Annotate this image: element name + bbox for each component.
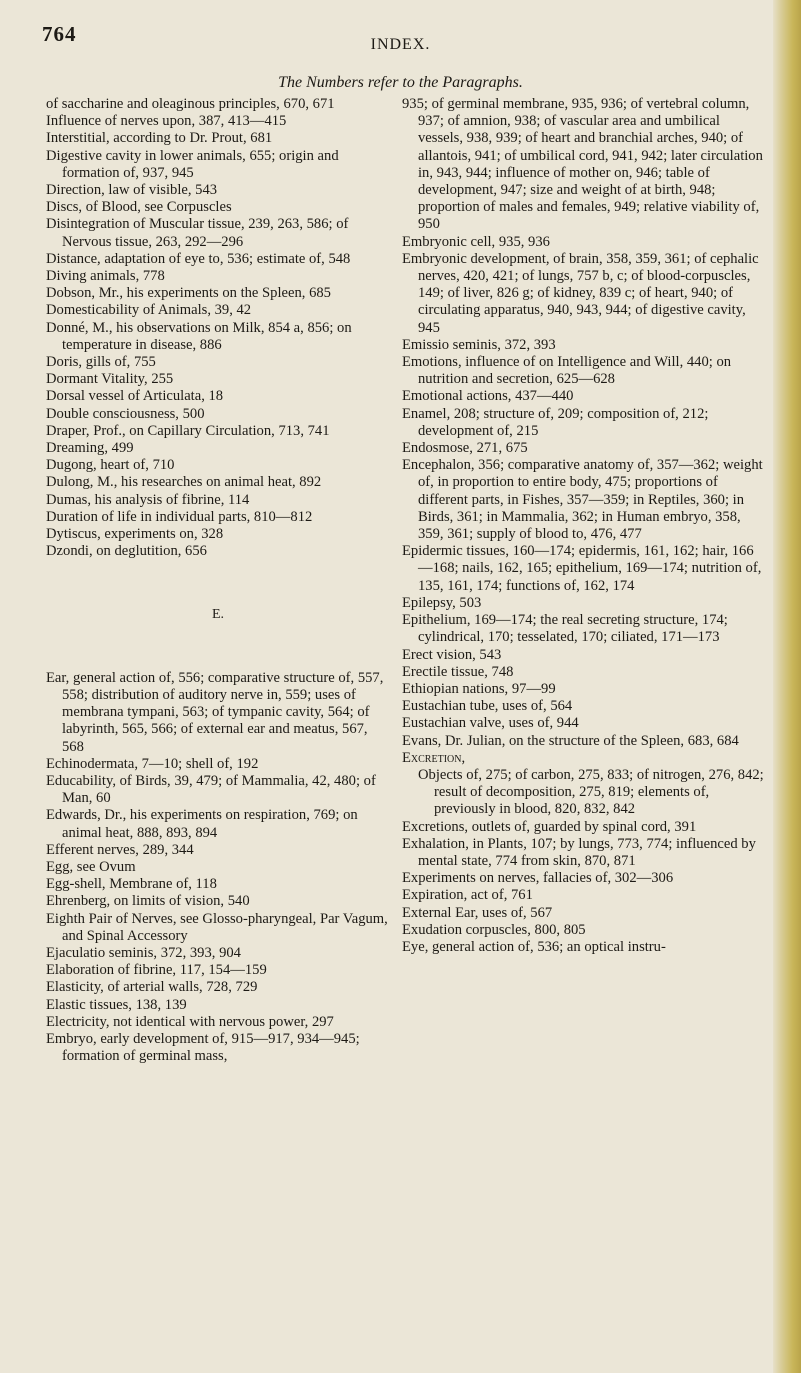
index-entry: Ethiopian nations, 97—99	[402, 680, 556, 697]
index-entry: Elaboration of fibrine, 117, 154—159	[46, 962, 267, 979]
index-entry: Dumas, his analysis of fibrine, 114	[46, 491, 250, 508]
index-entry: Electricity, not identical with nervous power, 297	[46, 1013, 334, 1030]
index-entry: Dzondi, on deglutition, 656	[46, 543, 207, 560]
index-entry: Endosmose, 271, 675	[402, 440, 528, 457]
index-entry: Edwards, Dr., his experiments on respiration, 769; on animal heat, 888, 893, 894	[46, 807, 358, 841]
index-entry: Ehrenberg, on limits of vision, 540	[46, 893, 250, 910]
index-entry: Epilepsy, 503	[402, 594, 482, 611]
index-entry: Embryo, early development of, 915—917, 934—945; formation of germinal mass,	[46, 1030, 360, 1065]
index-entry: Embryonic cell, 935, 936	[402, 233, 550, 250]
index-entry: Elasticity, of arterial walls, 728, 729	[46, 979, 258, 996]
index-entry: Direction, law of visible, 543	[46, 182, 218, 199]
index-entry: Draper, Prof., on Capillary Circulation, 713, 741	[46, 422, 330, 439]
index-entry: Eighth Pair of Nerves, see Glosso-pharyngeal, Par Vagum, and Spinal Accessory	[46, 910, 388, 944]
index-entry: Egg, see Ovum	[46, 858, 136, 875]
index-entry: Eustachian tube, uses of, 564	[402, 698, 573, 715]
index-entry: Encephalon, 356; comparative anatomy of, 357—362; weight of, in proportion to entire body, 475; proportions of different parts, in Fishes, 357—359; in Reptiles, 360; in Birds, 361; in Mammalia, 362; in Human embryo, 358, 359, 361; supply of blood to, 476, 477	[402, 457, 763, 543]
index-entry: Donné, M., his observations on Milk, 854 a, 856; on temperature in disease, 886	[46, 319, 352, 353]
index-entry: Disintegration of Muscular tissue, 239, 263, 586; of Nervous tissue, 263, 292—296	[46, 216, 349, 250]
index-entry: Epidermic tissues, 160—174; epidermis, 161, 162; hair, 166—168; nails, 162, 165; epithelium, 169—174; nutrition of, 135, 161, 174; functions of, 162, 174	[402, 543, 762, 594]
index-entry: Exhalation, in Plants, 107; by lungs, 773, 774; influenced by mental state, 774 from skin, 870, 871	[402, 835, 756, 869]
index-entry: Influence of nerves upon, 387, 413—415	[46, 113, 287, 130]
index-entry: Epithelium, 169—174; the real secreting structure, 174; cylindrical, 170; tesselated, 170; ciliated, 171—173	[402, 612, 728, 646]
index-entry: External Ear, uses of, 567	[402, 904, 553, 921]
index-entry: Eye, general action of, 536; an optical instru-	[402, 938, 666, 955]
index-entry: Efferent nerves, 289, 344	[46, 841, 194, 858]
index-entry: Expiration, act of, 761	[402, 887, 533, 904]
index-entry: Interstitial, according to Dr. Prout, 681	[46, 130, 273, 147]
index-entry: Evans, Dr. Julian, on the structure of the Spleen, 683, 684	[402, 732, 739, 749]
index-entry: Erect vision, 543	[402, 646, 502, 663]
index-entry: Dulong, M., his researches on animal heat, 892	[46, 474, 322, 491]
index-entry: Discs, of Blood, see Corpuscles	[46, 199, 232, 216]
index-entry: Ear, general action of, 556; comparative structure of, 557, 558; distribution of auditory nerve in, 559; uses of membrana tympani, 563; of tympanic cavity, 564; of labyrinth, 565, 566; of external ear and meatus, 567, 568	[46, 669, 384, 755]
index-entry: Distance, adaptation of eye to, 536; estimate of, 548	[46, 250, 351, 267]
index-entry: Dreaming, 499	[46, 440, 134, 457]
index-entry: Echinodermata, 7—10; shell of, 192	[46, 755, 259, 772]
index-entry: Educability, of Birds, 39, 479; of Mammalia, 42, 480; of Man, 60	[46, 772, 376, 807]
index-entry: of saccharine and oleaginous principles, 670, 671	[46, 96, 335, 112]
index-entry: Exudation corpuscles, 800, 805	[402, 921, 586, 938]
index-entry: Enamel, 208; structure of, 209; composition of, 212; development of, 215	[402, 405, 709, 439]
index-entry: Erectile tissue, 748	[402, 663, 514, 680]
index-entry: Emotions, influence of on Intelligence and Will, 440; on nutrition and secretion, 625—628	[402, 354, 732, 388]
index-entry-heading: Excretion,	[402, 749, 466, 766]
page-subtitle: The Numbers refer to the Paragraphs.	[278, 74, 523, 91]
index-entry: Emotional actions, 437—440	[402, 388, 574, 405]
index-entry: Diving animals, 778	[46, 268, 165, 285]
index-entry: Egg-shell, Membrane of, 118	[46, 876, 217, 893]
index-entry: Experiments on nerves, fallacies of, 302—306	[402, 870, 674, 887]
index-entry: Domesticability of Animals, 39, 42	[46, 302, 252, 319]
index-entry: Dormant Vitality, 255	[46, 371, 174, 388]
page-title: INDEX.	[370, 36, 431, 53]
index-entry: Dobson, Mr., his experiments on the Spleen, 685	[46, 285, 331, 302]
index-entry: Emissio seminis, 372, 393	[402, 336, 556, 353]
index-entry: Digestive cavity in lower animals, 655; origin and formation of, 937, 945	[46, 147, 339, 181]
index-entry: Elastic tissues, 138, 139	[46, 996, 187, 1013]
right-column	[402, 96, 766, 956]
index-entry: Duration of life in individual parts, 810—812	[46, 508, 313, 525]
index-entry: Double consciousness, 500	[46, 405, 205, 422]
index-entry: Eustachian valve, uses of, 944	[402, 715, 579, 732]
index-entry: Excretions, outlets of, guarded by spinal cord, 391	[402, 818, 697, 835]
index-entry: Ejaculatio seminis, 372, 393, 904	[46, 944, 241, 961]
page-number: 764	[42, 22, 77, 46]
index-entry: 935; of germinal membrane, 935, 936; of vertebral column, 937; of amnion, 938; of vascular area and umbilical vessels, 938, 939; of heart and branchial arches, 940; of allantois, 941; of umbilical cord, 941, 942; later circulation in, 943, 944; influence of mother on, 946; table of development, 947; size and weight of at birth, 948; proportion of males and females, 949; relative viability of, 950	[402, 96, 763, 233]
index-entry: Dorsal vessel of Articulata, 18	[46, 388, 224, 405]
page-edge-shadow	[773, 0, 801, 1373]
section-letter-heading: E.	[211, 607, 225, 623]
index-entry: Doris, gills of, 755	[46, 354, 156, 371]
index-entry: Embryonic development, of brain, 358, 359, 361; of cephalic nerves, 420, 421; of lungs, 757 b, c; of blood-corpuscles, 149; of liver, 826 g; of kidney, 839 c; of heart, 940; of circulating apparatus, 940, 943, 944; of digestive cavity, 945	[402, 250, 759, 336]
index-entry: Dugong, heart of, 710	[46, 457, 175, 474]
index-entry: Objects of, 275; of carbon, 275, 833; of nitrogen, 276, 842; result of decomposition, 275, 819; elements of, previously in blood, 820, 832, 842	[418, 766, 764, 818]
index-entry: Dytiscus, experiments on, 328	[46, 526, 224, 543]
left-column	[46, 96, 390, 1065]
